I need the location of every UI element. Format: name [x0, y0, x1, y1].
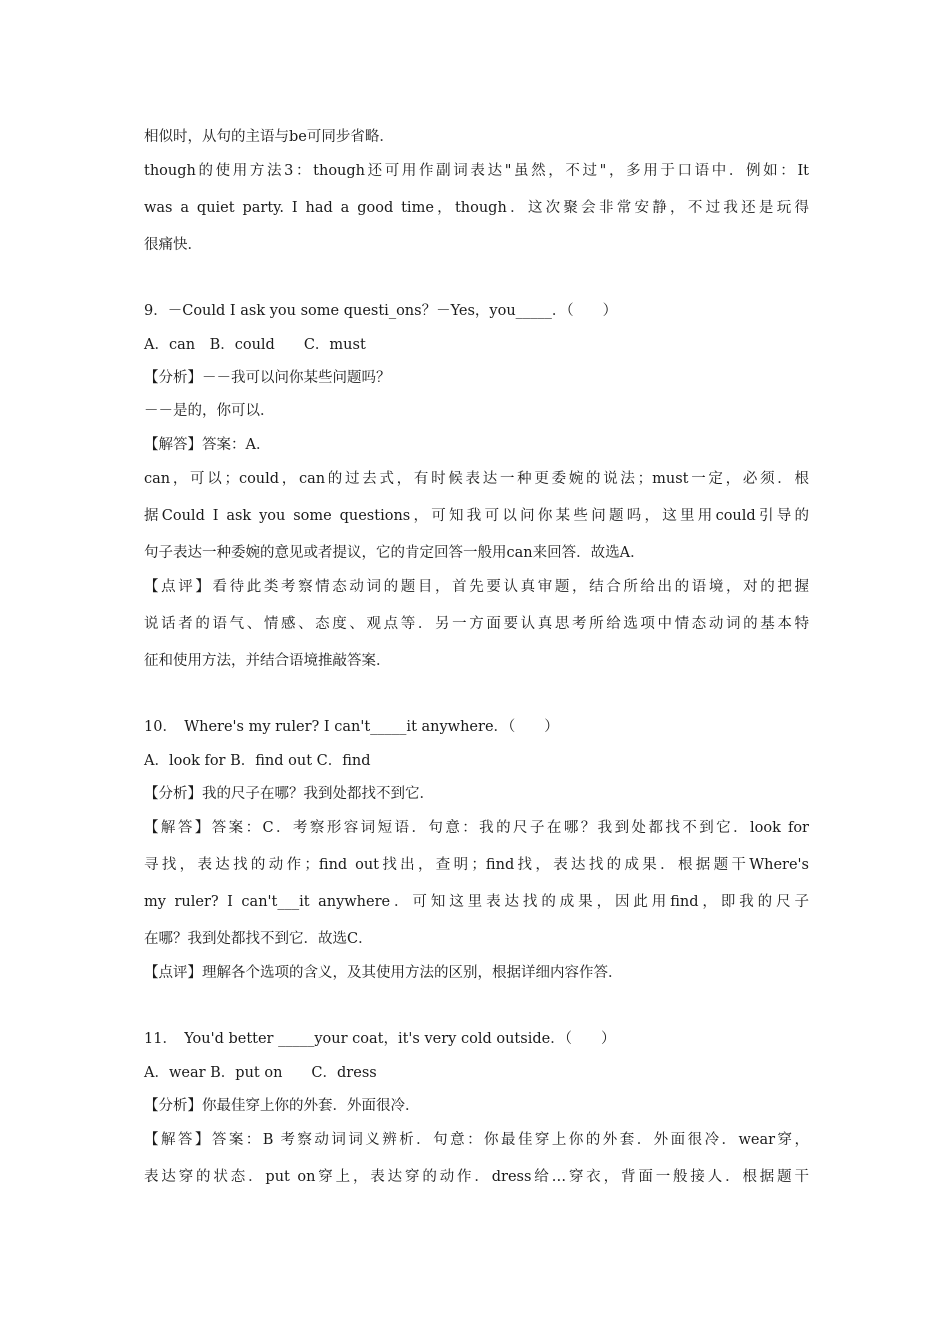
text-line: 相似时，从句的主语与be可同步省略．	[144, 129, 394, 145]
answer-heading: 【解答】答案：B 考察动词词义辨析．句意：你最佳穿上你的外套．外面很冷．wear穿，	[144, 1132, 809, 1148]
answer-heading: 【解答】答案：A．	[144, 437, 271, 453]
question-11: 11． You'd better _____your coat，it's very cold outside．（ ）	[144, 1031, 616, 1047]
analysis-heading: 【分析】你最佳穿上你的外套．外面很冷．	[144, 1098, 420, 1114]
question-11-options: A．wear B．put on C．dress	[144, 1065, 377, 1081]
comment-heading: 【点评】理解各个选项的含义，及其使用方法的区别，根据详细内容作答．	[144, 965, 623, 981]
question-10: 10． Where's my ruler? I can't_____it anywhere．（ ）	[144, 719, 559, 735]
text-line: －－是的，你可以．	[144, 403, 275, 419]
analysis-heading: 【分析】我的尺子在哪？我到处都找不到它．	[144, 786, 434, 802]
comment-heading: 【点评】看待此类考察情态动词的题目，首先要认真审题，结合所给出的语境，对的把握	[144, 579, 809, 595]
text-line: 据Could I ask you some questions，可知我可以问你某些问题吗，这里用could引导的	[144, 508, 809, 524]
answer-heading: 【解答】答案：C．考察形容词短语．句意：我的尺子在哪？我到处都找不到它．look for	[144, 820, 809, 836]
question-9-options: A．can B．could C．must	[144, 337, 366, 353]
text-line: 很痛快．	[144, 237, 202, 253]
text-line: though的使用方法3：though还可用作副词表达"虽然，不过"，多用于口语中．例如：It	[144, 163, 809, 179]
text-line: 表达穿的状态．put on穿上，表达穿的动作．dress给…穿衣，背面一般接人．根据题干	[144, 1169, 809, 1185]
analysis-heading: 【分析】－－我可以问你某些问题吗？	[144, 370, 391, 386]
text-line: 在哪？我到处都找不到它．故选C．	[144, 931, 373, 947]
question-10-options: A．look for B．find out C．find	[144, 753, 371, 769]
text-line: can，可以；could，can的过去式，有时候表达一种更委婉的说法；must一定，必须．根	[144, 471, 809, 487]
text-line: 寻找，表达找的动作；find out找出，查明；find找，表达找的成果．根据题干Where's	[144, 857, 809, 873]
text-line: 说话者的语气、情感、态度、观点等．另一方面要认真思考所给选项中情态动词的基本特	[144, 616, 809, 632]
question-9: 9．－Could I ask you some questi_ons？－Yes，you_____．（ ）	[144, 303, 618, 319]
text-line: was a quiet party. I had a good time，though．这次聚会非常安静，不过我还是玩得	[144, 200, 809, 216]
text-line: 句子表达一种委婉的意见或者提议，它的肯定回答一般用can来回答．故选A．	[144, 545, 645, 561]
text-line: my ruler? I can't___it anywhere．可知这里表达找的成果，因此用find，即我的尺子	[144, 894, 809, 910]
text-line: 征和使用方法，并结合语境推敲答案．	[144, 653, 391, 669]
